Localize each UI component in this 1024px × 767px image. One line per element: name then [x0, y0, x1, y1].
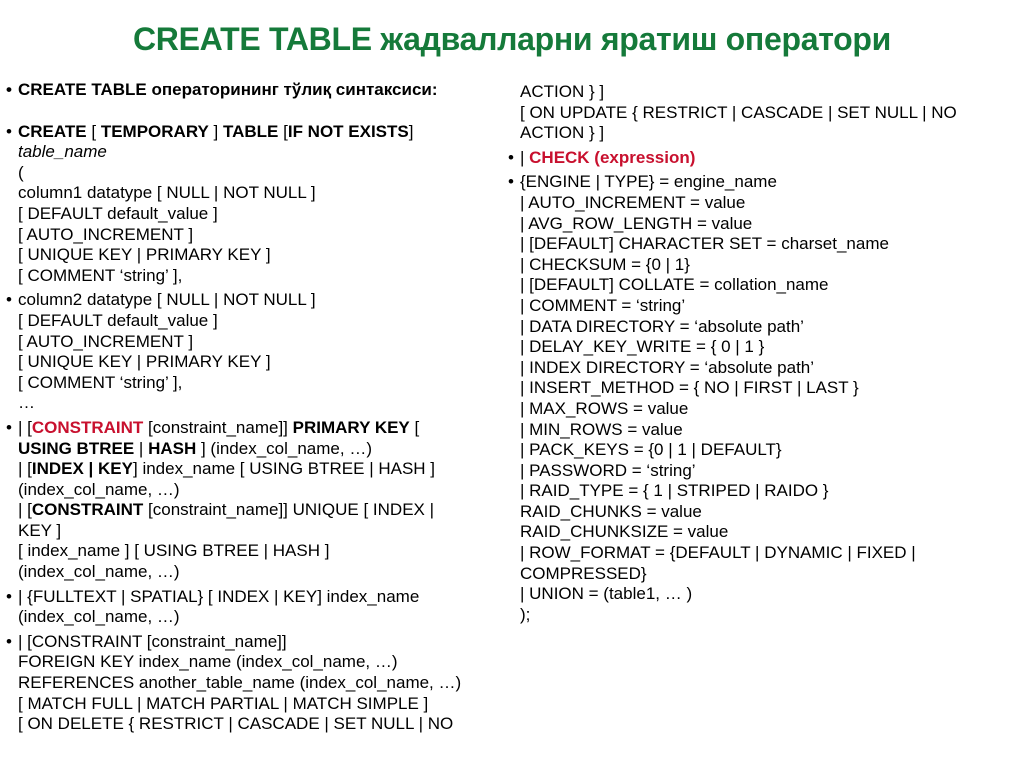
left-column [6, 80, 506, 735]
opt-row-format: | ROW_FORMAT = {DEFAULT | DYNAMIC | FIXED | [520, 543, 916, 563]
index-key-line [18, 459, 506, 480]
constraint-prefix: | [ [18, 417, 32, 437]
engine-line: • {ENGINE | TYPE} = engine_name [520, 172, 777, 192]
unique-index-name: [ index_name ] [ USING BTREE | HASH ] [18, 541, 330, 561]
fk-on-delete: [ ON DELETE { RESTRICT | CASCADE | SET NULL | NO [18, 714, 454, 734]
opt-delay-key-write: | DELAY_KEY_WRITE = { 0 | 1 } [520, 337, 765, 357]
foreign-key-block [6, 632, 506, 735]
kw-index-key: INDEX | KEY [31, 459, 133, 479]
open-paren: ( [18, 162, 24, 182]
opt-data-directory: | DATA DIRECTORY = ‘absolute path’ [520, 316, 804, 336]
opt-password: | PASSWORD = ‘string’ [520, 460, 696, 480]
column2-comment: [ COMMENT ‘string’ ], [18, 372, 183, 392]
unique-prefix: | [ [18, 500, 32, 520]
closing-paren: ); [520, 604, 531, 624]
index-rest: ] index_name [ USING BTREE | HASH ] [133, 459, 436, 479]
opt-avg-row-length: | AVG_ROW_LENGTH = value [520, 213, 753, 233]
create-block [6, 122, 506, 287]
column1-default: [ DEFAULT default_value ] [18, 203, 218, 223]
constraint-block [6, 418, 506, 583]
fk-action-1: ACTION } ] [520, 82, 605, 101]
column2-key: [ UNIQUE KEY | PRIMARY KEY ] [18, 352, 271, 372]
fk-action-2: ACTION } ] [520, 123, 605, 143]
engine-block [508, 172, 1013, 625]
check-block [508, 148, 1013, 169]
unique-cols: (index_col_name, …) [18, 562, 180, 582]
using-sep: | [134, 438, 149, 458]
create-sep-3: [ [278, 121, 288, 141]
opt-max-rows: | MAX_ROWS = value [520, 398, 689, 418]
index-cols: (index_col_name, …) [18, 479, 180, 499]
table-name: table_name [18, 142, 107, 162]
opt-raid-chunksize: RAID_CHUNKSIZE = value [520, 522, 729, 542]
opt-row-format-compressed: COMPRESSED} [520, 563, 647, 583]
column1-key: [ UNIQUE KEY | PRIMARY KEY ] [18, 245, 271, 265]
kw-if-not-exists: IF NOT EXISTS [287, 121, 409, 141]
create-line [18, 122, 506, 143]
unique-key: KEY ] [18, 520, 62, 540]
unique-line [18, 500, 506, 521]
column1-line: column1 datatype [ NULL | NOT NULL ] [18, 183, 316, 203]
create-sep-1: [ [86, 121, 101, 141]
opt-insert-method: | INSERT_METHOD = { NO | FIRST | LAST } [520, 378, 859, 398]
fulltext-cols: (index_col_name, …) [18, 607, 180, 627]
kw-constraint-2: CONSTRAINT [31, 500, 144, 520]
fk-references: REFERENCES another_table_name (index_col_name, …) [18, 673, 462, 693]
using-cols: ] (index_col_name, …) [196, 438, 372, 458]
kw-create: CREATE [18, 121, 87, 141]
opt-comment: | COMMENT = ‘string’ [520, 295, 686, 315]
opt-checksum: | CHECKSUM = {0 | 1} [520, 254, 690, 274]
opt-union: | UNION = (table1, … ) [520, 584, 693, 604]
column2-block [6, 290, 506, 414]
kw-temporary: TEMPORARY [100, 121, 209, 141]
column2-ellipsis: … [18, 393, 35, 413]
kw-hash: HASH [148, 438, 197, 458]
column1-comment: [ COMMENT ‘string’ ], [18, 265, 183, 285]
opt-min-rows: | MIN_ROWS = value [520, 419, 683, 439]
fk-match: [ MATCH FULL | MATCH PARTIAL | MATCH SIMPLE ] [18, 693, 429, 713]
opt-charset: | [DEFAULT] CHARACTER SET = charset_name [520, 234, 889, 254]
fk-continuation [508, 82, 1013, 144]
fk-foreign-key: FOREIGN KEY index_name (index_col_name, …) [18, 652, 398, 672]
fk-constraint: • | [CONSTRAINT [constraint_name]] [18, 631, 287, 651]
fk-on-update: [ ON UPDATE { RESTRICT | CASCADE | SET NULL | NO [520, 102, 957, 122]
right-column [508, 82, 1013, 625]
kw-table: TABLE [222, 121, 279, 141]
check-prefix: | [520, 147, 530, 167]
slide-title: CREATE TABLE жадвалларни яратиш оператори [132, 21, 892, 57]
syntax-intro-text: • CREATE TABLE операторининг тўлиқ синтаксиси: [18, 80, 438, 99]
constraint-name: [constraint_name]] [143, 417, 293, 437]
syntax-intro [6, 80, 506, 101]
opt-pack-keys: | PACK_KEYS = {0 | 1 | DEFAULT} [520, 440, 782, 460]
kw-primary-key: PRIMARY KEY [292, 417, 410, 437]
constraint-using-line [18, 439, 506, 460]
opt-collate: | [DEFAULT] COLLATE = collation_name [520, 275, 829, 295]
kw-using-btree: USING BTREE [18, 438, 135, 458]
column1-autoinc: [ AUTO_INCREMENT ] [18, 224, 194, 244]
opt-index-directory: | INDEX DIRECTORY = ‘absolute path’ [520, 357, 815, 377]
create-sep-4: ] [408, 121, 414, 141]
kw-check: CHECK (expression) [529, 147, 696, 167]
constraint-pk-line [18, 418, 506, 439]
create-sep-2: ] [208, 121, 223, 141]
fulltext-line: • | {FULLTEXT | SPATIAL} [ INDEX | KEY] index_name [18, 586, 420, 606]
fulltext-block [6, 587, 506, 628]
check-line [520, 148, 1013, 169]
column2-autoinc: [ AUTO_INCREMENT ] [18, 331, 194, 351]
column2-line: • column2 datatype [ NULL | NOT NULL ] [18, 290, 316, 310]
opt-raid-chunks: RAID_CHUNKS = value [520, 501, 702, 521]
opt-raid-type: | RAID_TYPE = { 1 | STRIPED | RAIDO } [520, 481, 829, 501]
column2-default: [ DEFAULT default_value ] [18, 310, 218, 330]
kw-constraint: CONSTRAINT [31, 417, 144, 437]
opt-auto-increment: | AUTO_INCREMENT = value [520, 192, 746, 212]
index-prefix: | [ [18, 459, 32, 479]
unique-rest: [constraint_name]] UNIQUE [ INDEX | [143, 500, 435, 520]
constraint-bracket: [ [409, 417, 420, 437]
